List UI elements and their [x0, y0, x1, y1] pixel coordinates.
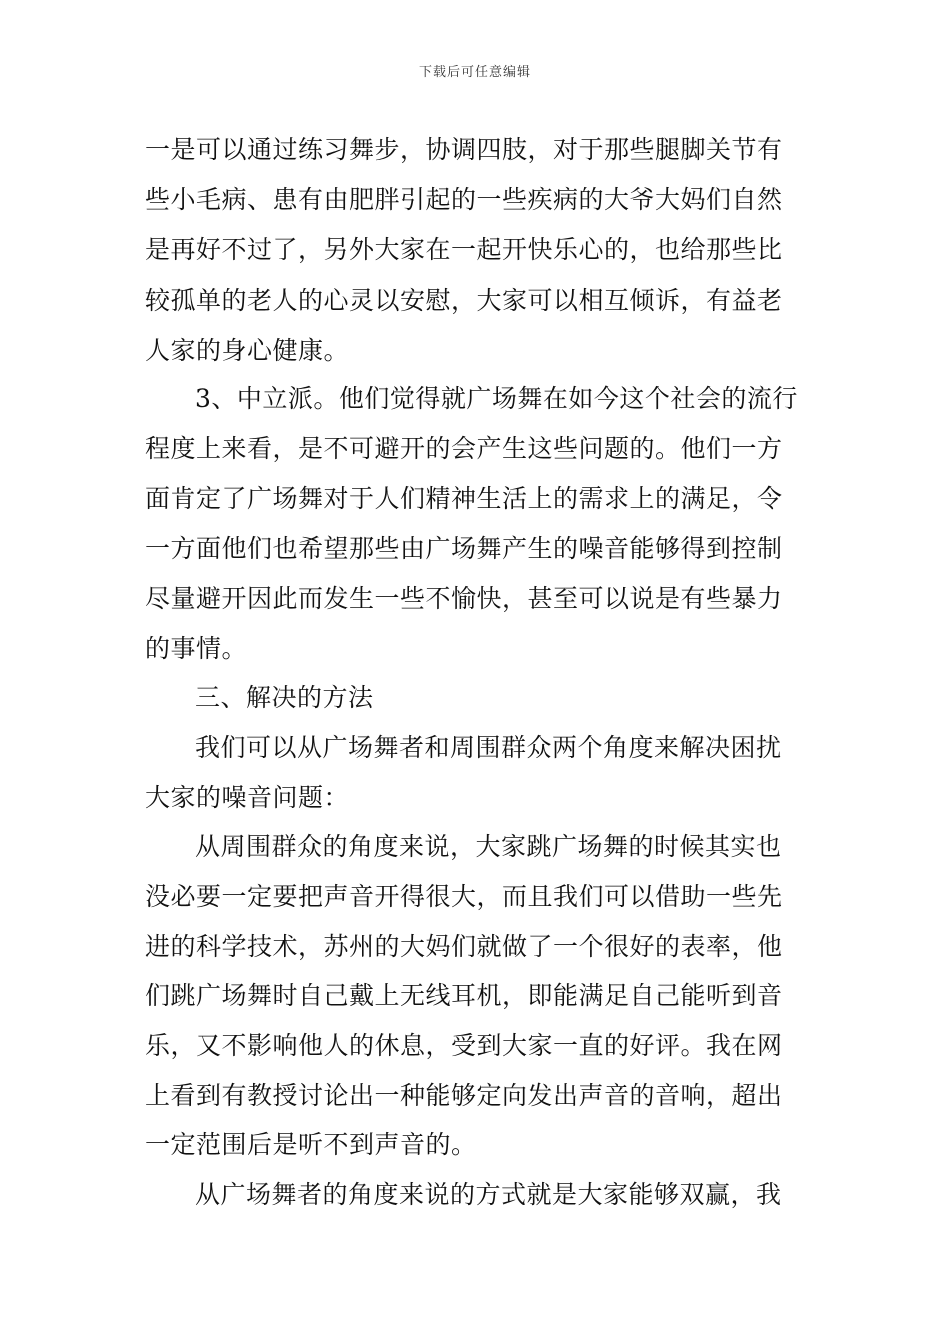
body-text-line: 们跳广场舞时自己戴上无线耳机，即能满足自己能听到音 [145, 981, 783, 1010]
body-text-line: 是再好不过了，另外大家在一起开快乐心的，也给那些比 [145, 235, 783, 264]
body-text-line: 一方面他们也希望那些由广场舞产生的噪音能够得到控制 [145, 534, 783, 563]
body-text-line: 没必要一定要把声音开得很大，而且我们可以借助一些先 [145, 882, 783, 911]
body-text-line: 从广场舞者的角度来说的方式就是大家能够双赢，我 [195, 1180, 782, 1209]
body-text-line: 程度上来看，是不可避开的会产生这些问题的。他们一方 [145, 434, 783, 463]
body-text-line: 3、中立派。他们觉得就广场舞在如今这个社会的流行 [195, 384, 798, 413]
body-text-line: 乐，又不影响他人的休息，受到大家一直的好评。我在网 [145, 1031, 783, 1060]
body-text-line: 从周围群众的角度来说，大家跳广场舞的时候其实也 [195, 832, 782, 861]
body-text-line: 大家的噪音问题： [145, 783, 350, 812]
body-text-line: 较孤单的老人的心灵以安慰，大家可以相互倾诉，有益老 [145, 286, 783, 315]
body-text-line: 面肯定了广场舞对于人们精神生活上的需求上的满足，令 [145, 484, 783, 513]
body-text-line: 人家的身心健康。 [145, 336, 350, 365]
body-text-line: 上看到有教授讨论出一种能够定向发出声音的音响，超出 [145, 1081, 783, 1110]
body-text-line: 些小毛病、患有由肥胖引起的一些疾病的大爷大妈们自然 [145, 185, 783, 214]
body-text-line: 尽量避开因此而发生一些不愉快，甚至可以说是有些暴力 [145, 584, 783, 613]
body-text-line: 我们可以从广场舞者和周围群众两个角度来解决困扰 [195, 733, 782, 762]
section-heading: 三、解决的方法 [195, 683, 374, 712]
body-text-line: 进的科学技术，苏州的大妈们就做了一个很好的表率，他 [145, 932, 783, 961]
body-text-line: 一定范围后是听不到声音的。 [145, 1130, 477, 1159]
body-text-line: 一是可以通过练习舞步，协调四肢，对于那些腿脚关节有 [145, 135, 783, 164]
body-text-line: 的事情。 [145, 634, 248, 663]
page-header: 下载后可任意编辑 [418, 65, 531, 80]
